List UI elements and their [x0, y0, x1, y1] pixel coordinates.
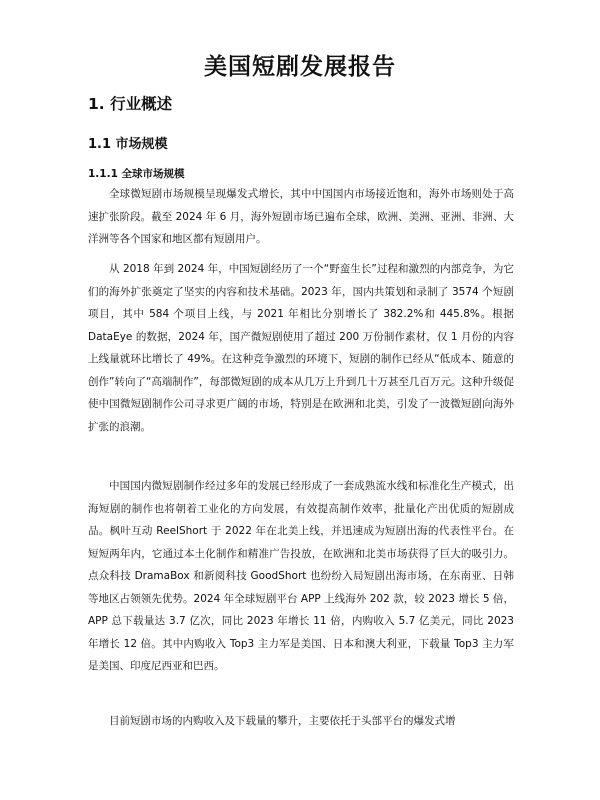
body-paragraph: 目前短剧市场的内购收入及下载量的攀升，主要依托于头部平台的爆发式增 [109, 715, 456, 727]
section-heading-global-market-size: 1.1.1 全球市场规模 [88, 168, 185, 180]
body-paragraph: 从 2018 年到 2024 年，中国短剧经历了一个“野蛮生长”过程和激烈的内部竞争，为它们的海外扩张奠定了坚实的内容和技术基础。2023 年，国内共策划和录制了 3574 个短剧项目，其中 584 个项目上线，与 2021 年相比分别增长了 382.2%和 445.8%。根据 DataEye 的数据，2024 年，国产微短剧使用了超过 200 万份制作素材，仅 1 月份的内容上线量就环比增长了 49%。在这种竞争激烈的环境下，短剧的制作已经从“低成本、随意的创作”转向了“高端制作”，每部微短剧的成本从几万上升到几十万甚至几百万元。这种升级促使中国微短剧制作公司寻求更广阔的市场，特别是在欧洲和北美，引发了一波微短剧向海外扩张的浪潮。 [88, 263, 514, 433]
body-paragraph: 全球微短剧市场规模呈现爆发式增长，其中中国国内市场接近饱和，海外市场则处于高速扩张阶段。截至 2024 年 6 月，海外短剧市场已遍布全球，欧洲、美洲、亚洲、非洲、大洋洲等各个国家和地区都有短剧用户。 [88, 188, 514, 245]
section-heading-market-size: 1.1 市场规模 [88, 137, 168, 152]
section-heading-industry-overview: 1. 行业概述 [88, 95, 173, 113]
document-title: 美国短剧发展报告 [204, 54, 396, 80]
body-paragraph: 中国国内微短剧制作经过多年的发展已经形成了一套成熟流水线和标准化生产模式，出海短剧的制作也将朝着工业化的方向发展，有效提高制作效率，批量化产出优质的短剧成品。枫叶互动 ReelShort 于 2022 年在北美上线，并迅速成为短剧出海的代表性平台。在短短两年内，它通过本土化制作和精准广告投放，在欧洲和北美市场获得了巨大的吸引力。点众科技 DramaBox 和新阅科技 GoodShort 也纷纷入局短剧出海市场，在东南亚、日韩等地区占领领先优势。2024 年全球短剧平台 APP 上线海外 202 款，较 2023 增长 5 倍，APP 总下载量达 3.7 亿次，同比 2023 年增长 11 倍，内购收入 5.7 亿美元，同比 2023 年增长 12 倍。其中内购收入 Top3 主力军是美国、日本和澳大利亚，下载量 Top3 主力军是美国、印度尼西亚和巴西。 [88, 480, 514, 672]
